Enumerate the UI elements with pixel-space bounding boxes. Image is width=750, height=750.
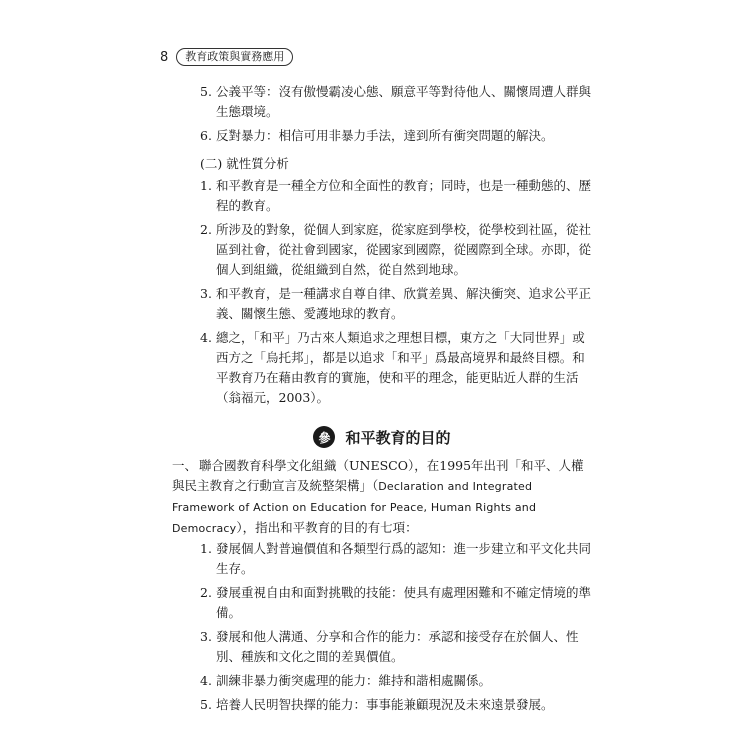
page-number: 8	[160, 49, 169, 65]
book-title-badge: 教育政策與實務應用	[176, 48, 293, 66]
list-item-number: 5.	[200, 84, 212, 99]
list-item-text: 發展和他人溝通、分享和合作的能力：承認和接受存在於個人、性別、種族和文化之間的差異價值。	[216, 629, 579, 664]
list-item	[200, 695, 592, 715]
list-item-number: 6.	[200, 128, 212, 143]
section-number-badge: 參	[313, 426, 335, 448]
list-item-text: 培養人民明智抉擇的能力：事事能兼顧現況及未來遠景發展。	[216, 697, 554, 712]
list-item	[200, 539, 592, 579]
list-item	[200, 82, 592, 122]
list-item-text: 公義平等：沒有傲慢霸凌心態、願意平等對待他人、關懷周遭人群與生態環境。	[216, 84, 592, 119]
list-item	[200, 328, 592, 408]
page-body	[172, 82, 592, 719]
running-header	[160, 48, 293, 66]
list-item	[200, 671, 592, 691]
subsection-heading: (二) 就性質分析	[200, 156, 289, 171]
list-item-number: 2.	[200, 222, 212, 237]
list-item-text: 所涉及的對象，從個人到家庭，從家庭到學校，從學校到社區，從社區到社會，從社會到國家，從國家到國際，從國際到全球。亦即，從個人到組織，從組織到自然，從自然到地球。	[216, 222, 592, 277]
list-item-number: 2.	[200, 585, 212, 600]
list-item-text: 發展個人對普遍價值和各類型行爲的認知：進一步建立和平文化共同生存。	[216, 541, 592, 576]
list-item-number: 1.	[200, 178, 212, 193]
list-item-number: 4.	[200, 673, 212, 688]
list-item-number: 3.	[200, 286, 212, 301]
list-item	[200, 583, 592, 623]
list-item	[200, 220, 592, 280]
section-title: 和平教育的目的	[345, 428, 451, 447]
list-item-text: 總之，「和平」乃古來人類追求之理想目標，東方之「大同世界」或西方之「烏托邦」，都是以追求「和平」爲最高境界和最終目標。和平教育乃在藉由教育的實施，使和平的理念，能更貼近人群的生活（翁福元，2003）。	[216, 330, 585, 405]
lead-text-part1: 聯合國教育科學文化組織（UNESCO），在1995年出刊「和平、人權與民主教育之行動宣言及統整架構」（	[172, 458, 584, 493]
list-item-text: 發展重視自由和面對挑戰的技能：使具有處理困難和不確定情境的準備。	[216, 585, 592, 620]
list-item-number: 1.	[200, 541, 212, 556]
list-item-text: 和平教育，是一種講求自尊自律、欣賞差異、解決衝突、追求公平正義、關懷生態、愛護地球的教育。	[216, 286, 592, 321]
list-item-text: 反對暴力：相信可用非暴力手法，達到所有衝突問題的解決。	[216, 128, 554, 143]
list-item	[200, 627, 592, 667]
lead-number: 一、	[172, 458, 198, 473]
list-item-number: 4.	[200, 330, 212, 345]
list-item-number: 3.	[200, 629, 212, 644]
list-item	[200, 176, 592, 216]
list-item	[200, 284, 592, 324]
lead-text-part2: ），指出和平教育的目的有七項：	[236, 520, 418, 535]
list-item-text: 和平教育是一種全方位和全面性的教育；同時，也是一種動態的、歷程的教育。	[216, 178, 592, 213]
section-heading	[172, 426, 592, 448]
list-item	[200, 126, 592, 146]
list-item-text: 訓練非暴力衝突處理的能力：維持和諧相處關係。	[216, 673, 492, 688]
lead-paragraph	[172, 456, 592, 539]
list-item-number: 5.	[200, 697, 212, 712]
english-title: Declaration and Integrated Framework of Action on Education for Peace, Human Rights and Democracy	[172, 480, 537, 535]
